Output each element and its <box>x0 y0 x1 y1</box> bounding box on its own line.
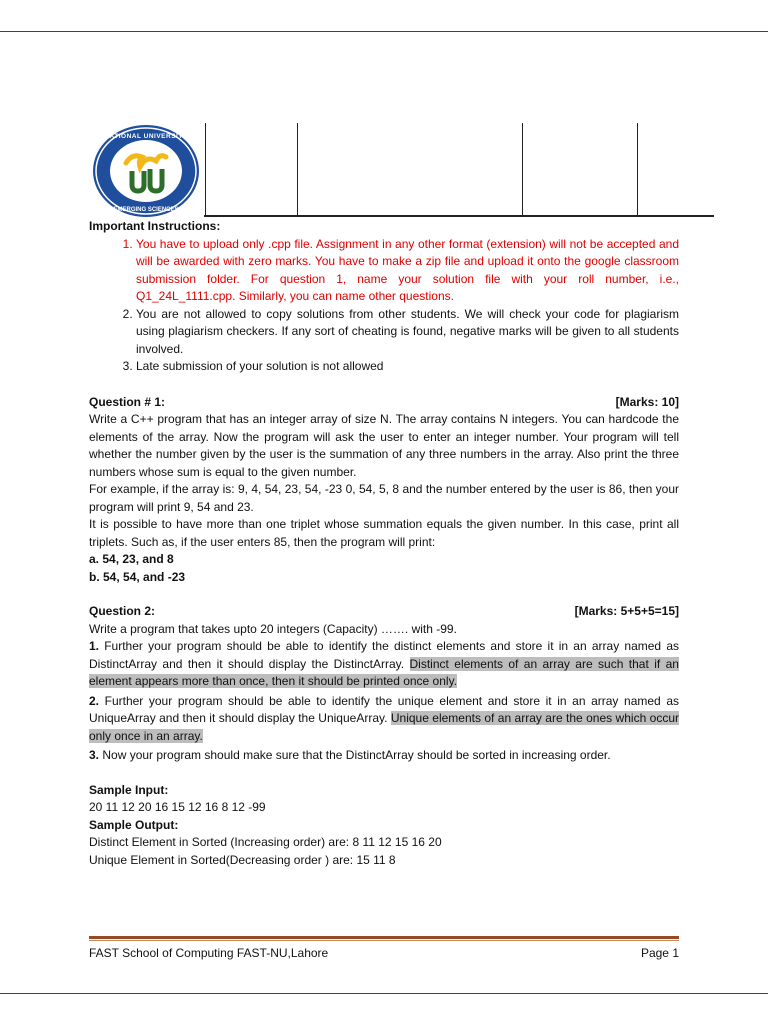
bottom-rule <box>0 993 768 994</box>
table-divider <box>637 123 638 216</box>
question-1-title: Question # 1: <box>89 394 166 409</box>
part-number: 3. <box>89 748 100 762</box>
question-2-header <box>89 603 679 621</box>
table-divider <box>297 123 298 216</box>
top-rule <box>0 31 768 32</box>
question-1-marks: [Marks: 10] <box>615 394 679 409</box>
footer-school: FAST School of Computing FAST-NU,Lahore <box>89 946 329 960</box>
question-1-answer-b: b. 54, 54, and -23 <box>89 569 186 584</box>
sample-input: 20 11 12 20 16 15 12 16 8 12 -99 <box>89 800 266 814</box>
instructions-list <box>89 236 679 376</box>
question-2-part-2 <box>89 693 679 746</box>
sample-output-line: Unique Element in Sorted(Decreasing order ) are: 15 11 8 <box>89 852 396 867</box>
question-1-note: It is possible to have more than one triplet whose summation equals the given number. In this case, print all triplets. Such as, if the user enters 85, then the program will print: <box>89 517 679 549</box>
question-1-example: For example, if the array is: 9, 4, 54, 23, 54, -23 0, 54, 5, 8 and the number entered by the user is 86, then your program will print 9, 54 and 23. <box>89 482 679 514</box>
footer-rule <box>89 936 679 939</box>
question-1-header <box>89 394 679 412</box>
part-text: Further your program should be able to identify the distinct elements and store it in an array named as DistinctArray and then it should display the DistinctArray. <box>89 639 679 671</box>
page-number: Page 1 <box>640 946 679 960</box>
question-1-answer-a: a. 54, 23, and 8 <box>89 552 174 566</box>
part-number: 1. <box>89 639 100 653</box>
question-2-part-3 <box>89 747 679 765</box>
question-2-part-1 <box>89 638 679 691</box>
part-number: 2. <box>89 693 100 708</box>
question-2-marks: [Marks: 5+5+5=15] <box>574 604 679 618</box>
header-table <box>92 123 714 217</box>
highlighted-text: Distinct elements of an array are such that if an element appears more than once, then it should be printed once only. <box>89 656 679 688</box>
question-2-title: Question 2: <box>89 604 156 618</box>
question-1-text: Write a C++ program that has an integer array of size N. The array contains N integers. You can hardcode the elements of the array. Now the program will ask the user to enter an integer number. Your program will tell whether the number given by the user is the summation of any three numbers in the array. Also print the three numbers whose sum is equal to the given number. <box>89 412 679 479</box>
table-divider <box>205 123 206 216</box>
table-divider <box>522 123 523 216</box>
sample-input-label: Sample Input: <box>89 782 169 797</box>
part-text: Now your program should make sure that the DistinctArray should be sorted in increasing order. <box>99 748 611 762</box>
sample-output-label: Sample Output: <box>89 817 179 832</box>
instruction-item: 3. Late submission of your solution is not allowed <box>136 358 679 376</box>
question-2-intro: Write a program that takes upto 20 integers (Capacity) ……. with -99. <box>89 621 457 636</box>
svg-text:EMERGING SCIENCES: EMERGING SCIENCES <box>113 207 179 213</box>
svg-text:NATIONAL UNIVERSITY: NATIONAL UNIVERSITY <box>104 133 188 140</box>
instruction-item: 2. You are not allowed to copy solutions from other students. We will check your code for plagiarism using plagiarism checkers. If any sort of cheating is found, negative marks will be given to all students involved. <box>136 306 679 359</box>
part-text: Further your program should be able to identify the unique element and store it in an array named as UniqueArray and then it should display the UniqueArray. <box>89 693 679 725</box>
university-logo <box>92 123 204 217</box>
instructions-title: Important Instructions: <box>89 219 221 233</box>
table-bottom-line <box>204 215 714 217</box>
page-footer <box>89 936 679 963</box>
document-body <box>89 218 679 869</box>
instruction-item: 1. You have to upload only .cpp file. Assignment in any other format (extension) will not be accepted and will be awarded with zero marks. You have to make a zip file and upload it onto the google classroom submission folder. For question 1, name your solution file with your roll number, i.e., Q1_24L_1111.cpp. Similarly, you can name other questions. <box>136 236 679 306</box>
highlighted-text: Unique elements of an array are the ones which occur only once in an array. <box>89 711 679 743</box>
sample-output-line: Distinct Element in Sorted (Increasing order) are: 8 11 12 15 16 20 <box>89 835 442 849</box>
footer-rule <box>89 940 679 941</box>
